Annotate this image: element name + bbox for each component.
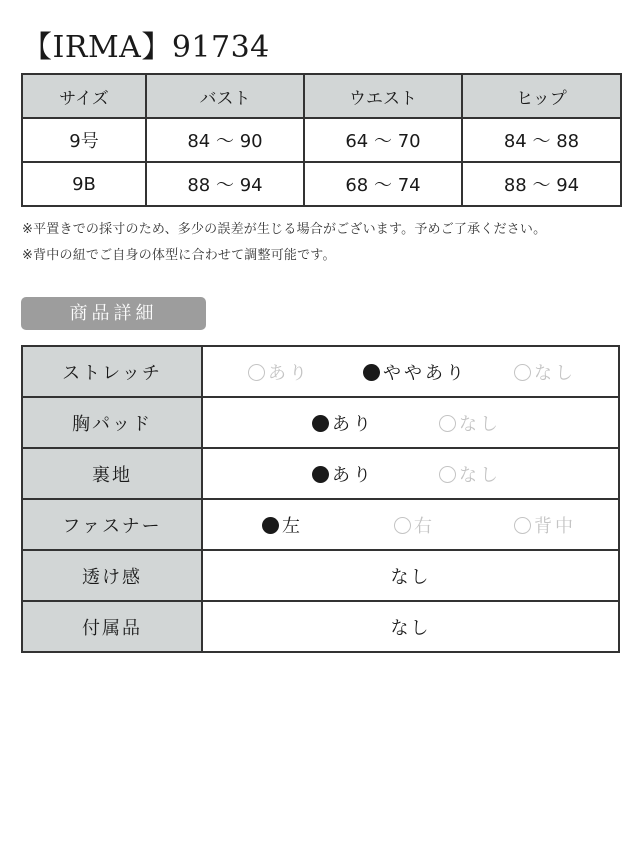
hip-cell: 88 〜 94 — [462, 162, 621, 206]
header-size: サイズ — [22, 74, 146, 118]
radio-circle-icon — [262, 517, 279, 534]
waist-cell: 68 〜 74 — [304, 162, 462, 206]
detail-value: なし — [202, 601, 619, 652]
table-row — [22, 162, 621, 206]
waist-cell: 64 〜 70 — [304, 118, 462, 162]
option-fastener-right: 右 — [394, 512, 435, 538]
detail-label: 胸パッド — [22, 397, 202, 448]
bust-cell: 88 〜 94 — [146, 162, 304, 206]
radio-circle-icon — [439, 415, 456, 432]
radio-circle-icon — [312, 466, 329, 483]
size-cell: 9号 — [22, 118, 146, 162]
option-stretch-nashi: なし — [514, 359, 576, 385]
size-table — [21, 73, 622, 207]
option-stretch-ari: あり — [248, 359, 310, 385]
option-lining-ari: あり — [312, 461, 374, 487]
detail-label: 透け感 — [22, 550, 202, 601]
radio-circle-icon — [439, 466, 456, 483]
detail-label: 裏地 — [22, 448, 202, 499]
radio-circle-icon — [248, 364, 265, 381]
detail-row-stretch — [22, 346, 619, 397]
radio-circle-icon — [363, 364, 380, 381]
option-fastener-left: 左 — [262, 512, 303, 538]
detail-row-fastener — [22, 499, 619, 550]
bust-cell: 84 〜 90 — [146, 118, 304, 162]
option-stretch-yaya: ややあり — [363, 359, 467, 385]
option-fastener-back: 背中 — [514, 512, 576, 538]
radio-circle-icon — [312, 415, 329, 432]
radio-circle-icon — [394, 517, 411, 534]
product-title: 【IRMA】91734 — [22, 30, 270, 65]
detail-label: 付属品 — [22, 601, 202, 652]
radio-circle-icon — [514, 517, 531, 534]
detail-row-sheer — [22, 550, 619, 601]
detail-table — [21, 345, 620, 653]
detail-row-pad — [22, 397, 619, 448]
header-bust: バスト — [146, 74, 304, 118]
detail-row-lining — [22, 448, 619, 499]
table-row — [22, 118, 621, 162]
size-table-header-row — [22, 74, 621, 118]
option-pad-ari: あり — [312, 410, 374, 436]
section-label-details: 商品詳細 — [21, 297, 206, 330]
detail-row-accessories — [22, 601, 619, 652]
adjustment-note: ※背中の紐でご自身の体型に合わせて調整可能です。 — [22, 248, 336, 263]
size-cell: 9B — [22, 162, 146, 206]
measurement-note: ※平置きでの採寸のため、多少の誤差が生じる場合がございます。予めご了承ください。 — [22, 222, 547, 237]
option-pad-nashi: なし — [439, 410, 501, 436]
detail-label: ファスナー — [22, 499, 202, 550]
detail-value: なし — [202, 550, 619, 601]
option-lining-nashi: なし — [439, 461, 501, 487]
hip-cell: 84 〜 88 — [462, 118, 621, 162]
header-hip: ヒップ — [462, 74, 621, 118]
radio-circle-icon — [514, 364, 531, 381]
detail-label: ストレッチ — [22, 346, 202, 397]
header-waist: ウエスト — [304, 74, 462, 118]
